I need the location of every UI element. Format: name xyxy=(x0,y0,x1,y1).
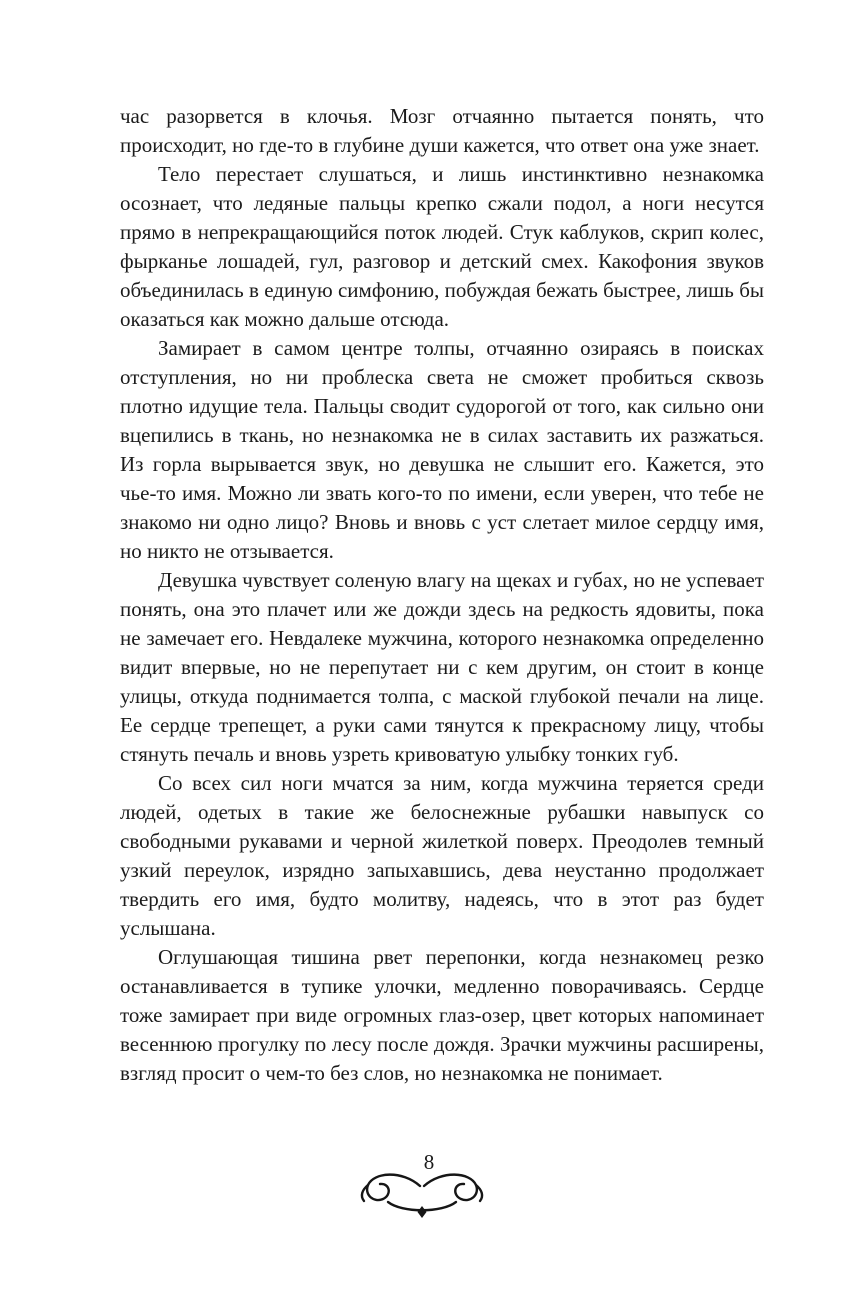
paragraph: час разорвется в клочья. Мозг отчаянно пытается понять, что происходит, но где-то в глубине души кажется, что ответ она уже знает. xyxy=(120,104,764,157)
paragraph: Тело перестает слушаться, и лишь инстинктивно незнакомка осознает, что ледяные пальцы крепко сжали подол, а ноги несутся прямо в непрекращающийся поток людей. Стук каблуков, скрип колес, фырканье лошадей, гул, разговор и детский смех. Какофония звуков объединилась в единую симфонию, побуждая бежать быстрее, лишь бы оказаться как можно дальше отсюда. xyxy=(120,162,764,331)
paragraph: Оглушающая тишина рвет перепонки, когда незнакомец резко останавливается в тупике улочки, медленно поворачиваясь. Сердце тоже замирает при виде огромных глаз-озер, цвет которых напоминает весеннюю прогулку по лесу после дождя. Зрачки мужчины расширены, взгляд просит о чем-то без слов, но незнакомка не понимает. xyxy=(120,945,764,1085)
page-number: 8 xyxy=(423,1150,435,1174)
body-text xyxy=(120,102,764,1088)
flourish-ornament-icon xyxy=(352,1168,492,1220)
paragraph: Замирает в самом центре толпы, отчаянно озираясь в поисках отступления, но ни проблеска света не сможет пробиться сквозь плотно идущие тела. Пальцы сводит судорогой от того, как сильно они вцепились в ткань, но незнакомка не в силах заставить их разжаться. Из горла вырывается звук, но девушка не слышит его. Кажется, это чье-то имя. Можно ли звать кого-то по имени, если уверен, что тебе не знакомо ни одно лицо? Вновь и вновь с уст слетает милое сердцу имя, но никто не отзывается. xyxy=(120,336,764,563)
page-footer xyxy=(347,1150,497,1220)
paragraph: Со всех сил ноги мчатся за ним, когда мужчина теряется среди людей, одетых в такие же белоснежные рубашки навыпуск со свободными рукавами и черной жилеткой поверх. Преодолев темный узкий переулок, изрядно запыхавшись, дева неустанно продолжает твердить его имя, будто молитву, надеясь, что в этот раз будет услышана. xyxy=(120,771,764,940)
paragraph: Девушка чувствует соленую влагу на щеках и губах, но не успевает понять, она это плачет или же дожди здесь на редкость ядовиты, пока не замечает его. Невдалеке мужчина, которого незнакомка определенно видит впервые, но не перепутает ни с кем другим, он стоит в конце улицы, откуда поднимается толпа, с маской глубокой печали на лице. Ее сердце трепещет, а руки сами тянутся к прекрасному лицу, чтобы стянуть печаль и вновь узреть кривоватую улыбку тонких губ. xyxy=(120,568,764,766)
